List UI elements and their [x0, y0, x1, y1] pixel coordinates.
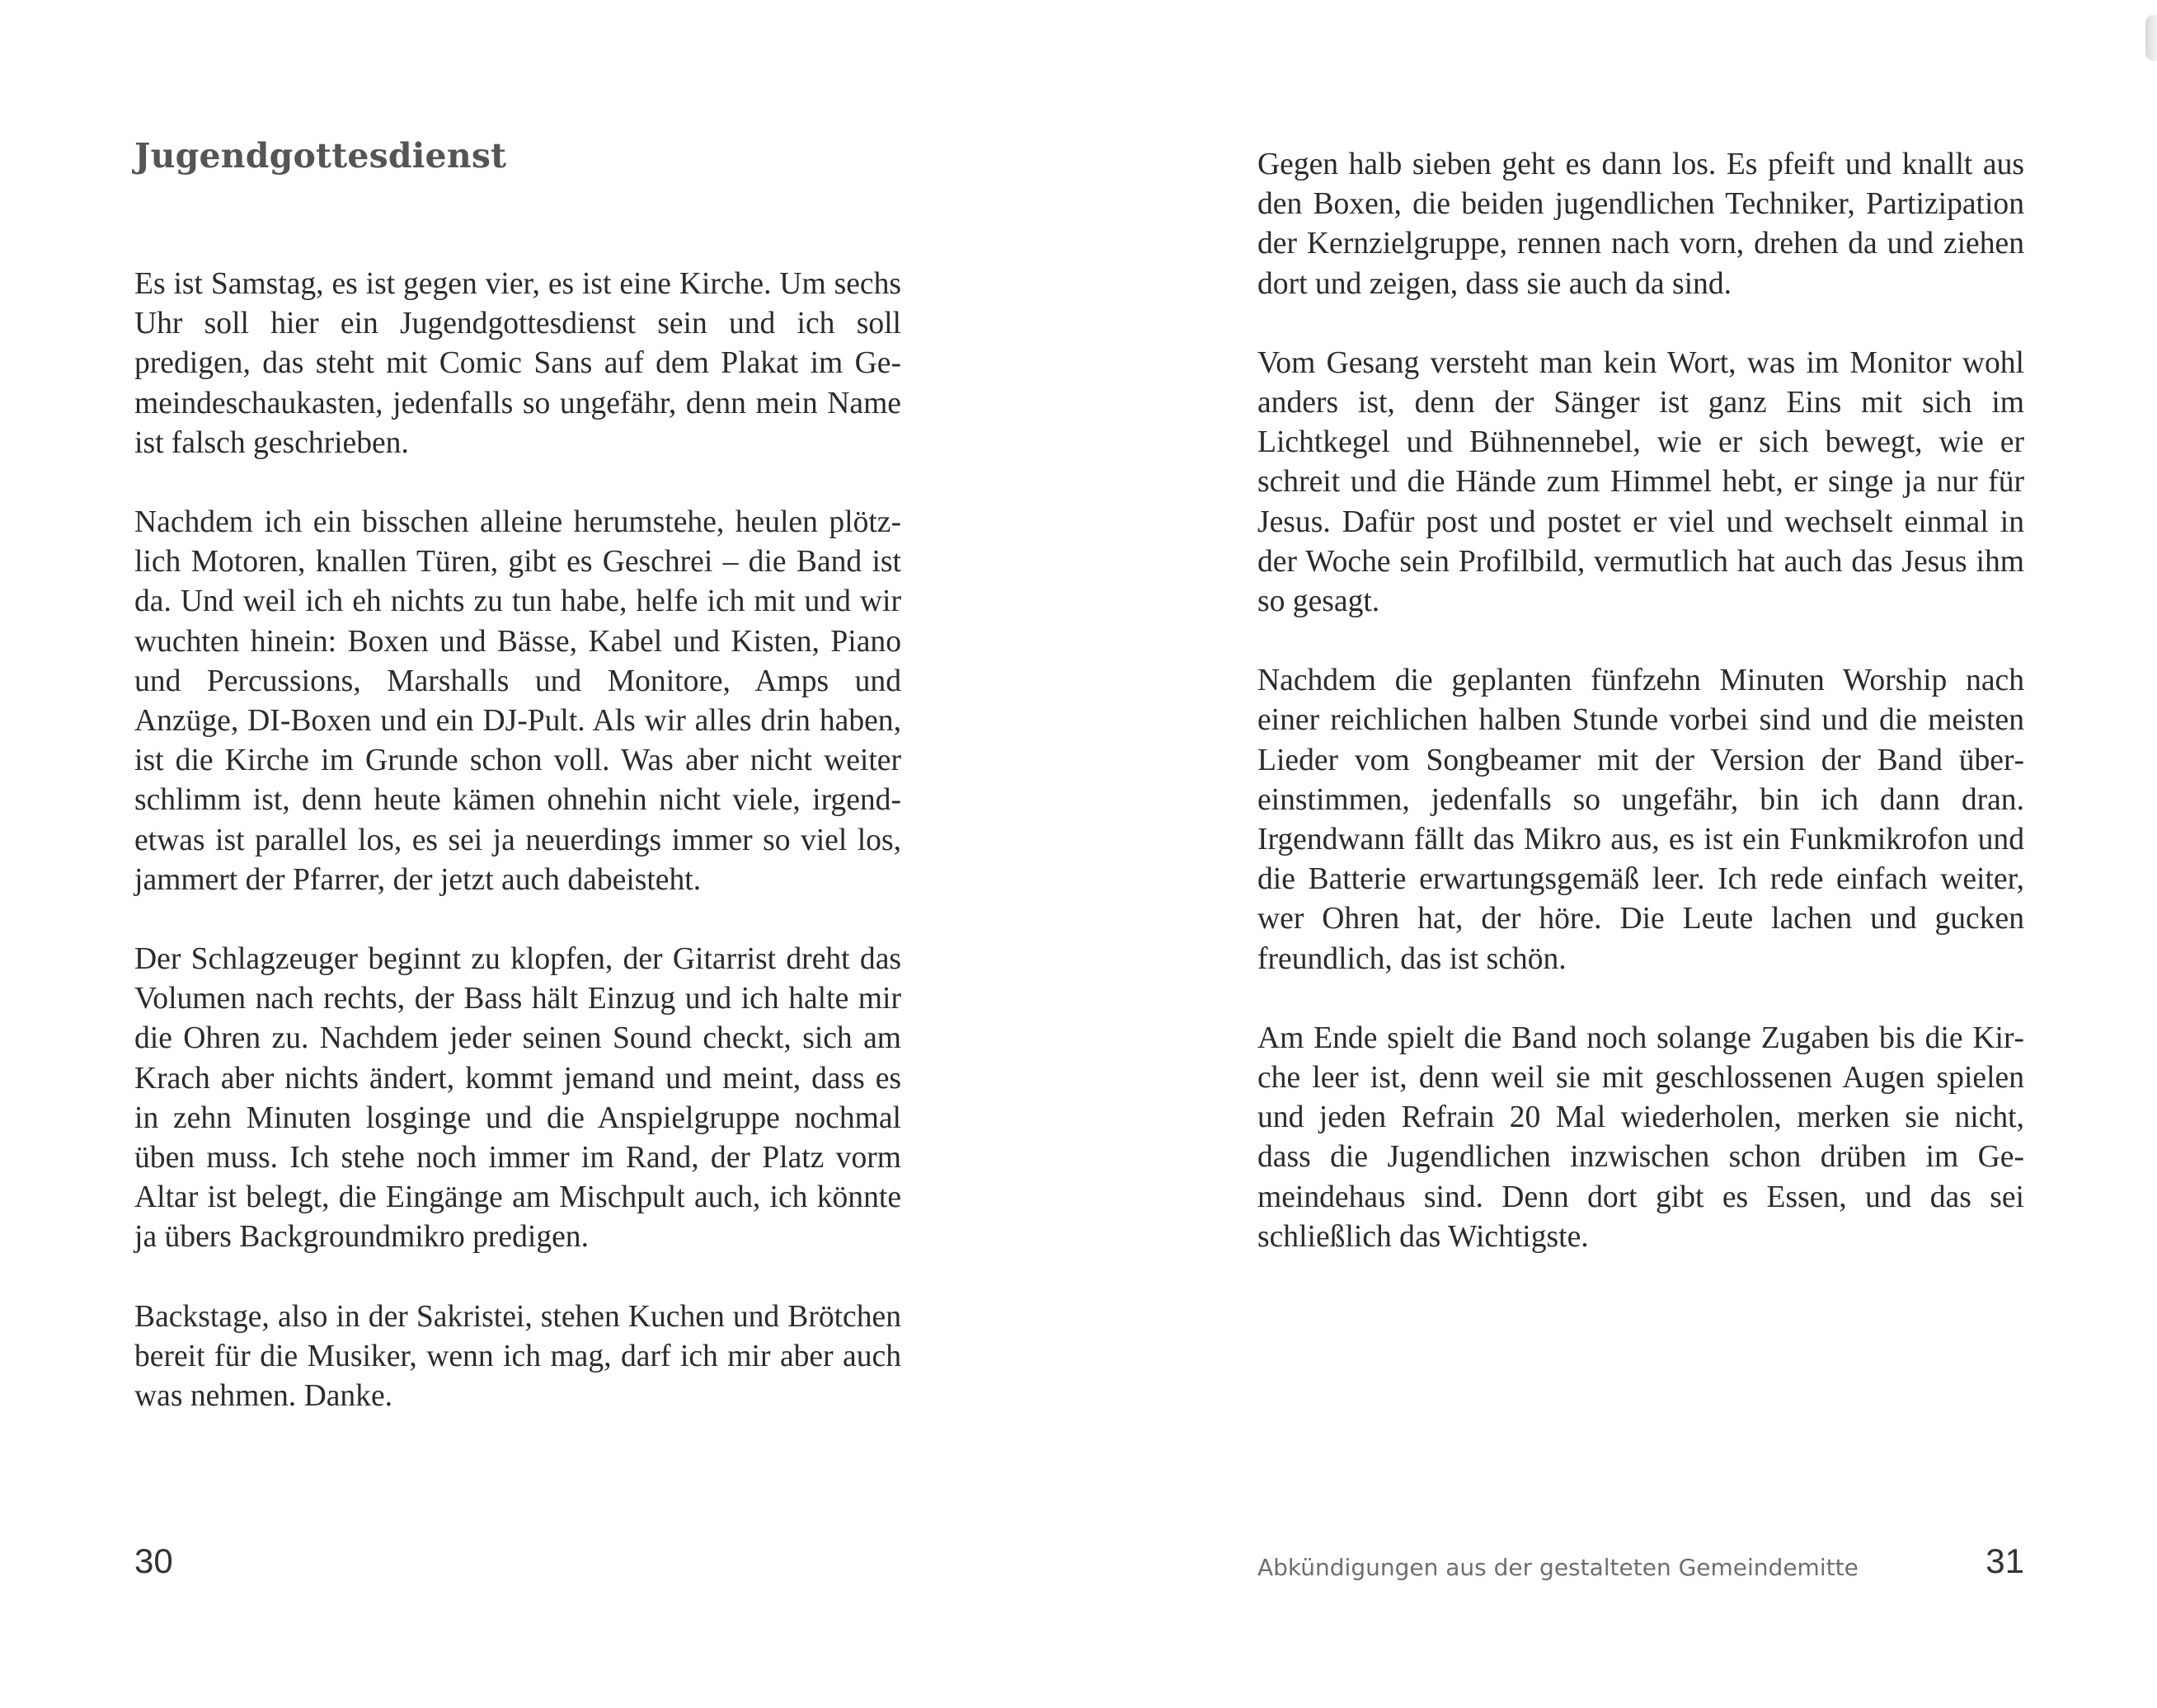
paragraph-1: Es ist Samstag, es ist gegen vier, es ist eine Kirche. Um sechs Uhr soll hier ein Jugendgottesdienst sein und ich soll predigen, das steht mit Comic Sans auf dem Plakat im Gemeindeschaukasten, jedenfalls so ungefähr, denn mein Name ist falsch geschrieben.: [134, 267, 901, 460]
paragraph-4: Backstage, also in der Sakristei, stehen Kuchen und Brötchen bereit für die Musiker, wenn ich mag, darf ich mir aber auch was nehmen. Danke.: [134, 1299, 901, 1414]
right-page: [1257, 0, 2024, 1708]
paragraph-2: Nachdem ich ein bisschen alleine herumstehe, heulen plötzlich Motoren, knallen Türen, gibt es Geschrei – die Band ist da. Und weil ich eh nichts zu tun habe, helfe ich mit und wir wuchten hinein: Boxen und Bässe, Kabel und Kisten, Piano und Percussions, Marshalls und Monitore, Amps und Anzüge, DI-Boxen und ein DJ-Pult. Als wir alles drin haben, ist die Kirche im Grunde schon voll. Was aber nicht weiter schlimm ist, denn heute kämen ohnehin nicht viele, irgendetwas ist parallel los, es sei ja neuerdings immer so viel los, jammert der Pfarrer, der jetzt auch dabeisteht.: [134, 505, 901, 897]
paragraph-5: Gegen halb sieben geht es dann los. Es pfeift und knallt aus den Boxen, die beiden jugendlichen Techniker, Partizipation der Kernzielgruppe, rennen nach vorn, drehen da und ziehen dort und zeigen, dass sie auch da sind.: [1257, 148, 2024, 301]
chapter-title: Jugendgottesdienst: [134, 136, 507, 176]
paragraph-3: Der Schlagzeuger beginnt zu klopfen, der Gitarrist dreht das Volumen nach rechts, der Bass hält Einzug und ich halte mir die Ohren zu. Nachdem jeder seinen Sound checkt, sich am Krach aber nichts ändert, kommt jemand und meint, dass es in zehn Minuten losginge und die Anspielgruppe nochmal üben muss. Ich stehe noch immer im Rand, der Platz vorm Altar ist belegt, die Eingänge am Mischpult auch, ich könnte ja übers Backgroundmikro predigen.: [134, 942, 901, 1255]
right-page-body: [1257, 145, 2024, 1297]
page-corner-tab: [2145, 15, 2157, 61]
page-number-left: 30: [134, 1541, 173, 1580]
running-footer: Abkündigungen aus der gestalteten Gemeindemitte: [1257, 1554, 1859, 1581]
paragraph-7: Nachdem die geplanten fünfzehn Minuten Worship nach einer reichlichen halben Stunde vorbei sind und die meisten Lieder vom Songbeamer mit der Version der Band übereinstimmen, jedenfalls so ungefähr, bin ich dann dran. Irgendwann fällt das Mikro aus, es ist ein Funkmikrofon und die Batterie erwartungsgemäß leer. Ich rede einfach weiter, wer Ohren hat, der höre. Die Leute lachen und gucken freundlich, das ist schön.: [1257, 664, 2024, 976]
page-number-right: 31: [1985, 1541, 2024, 1580]
paragraph-6: Vom Gesang versteht man kein Wort, was im Monitor wohl anders ist, denn der Sänger ist ganz Eins mit sich im Lichtkegel und Bühnennebel, wie er sich bewegt, wie er schreit und die Hände zum Himmel hebt, er singe ja nur für Jesus. Dafür post und postet er viel und wechselt einmal in der Woche sein Profilbild, vermutlich hat auch das Jesus ihm so gesagt.: [1257, 345, 2024, 619]
paragraph-8: Am Ende spielt die Band noch solange Zugaben bis die Kirche leer ist, denn weil sie mit geschlossenen Augen spielen und jeden Refrain 20 Mal wiederholen, merken sie nicht, dass die Jugendlichen inzwischen schon drüben im Gemeindehaus sind. Denn dort gibt es Essen, und das sei schließlich das Wichtigste.: [1257, 1021, 2024, 1254]
left-page: [134, 0, 901, 1708]
left-page-body: [134, 265, 901, 1456]
